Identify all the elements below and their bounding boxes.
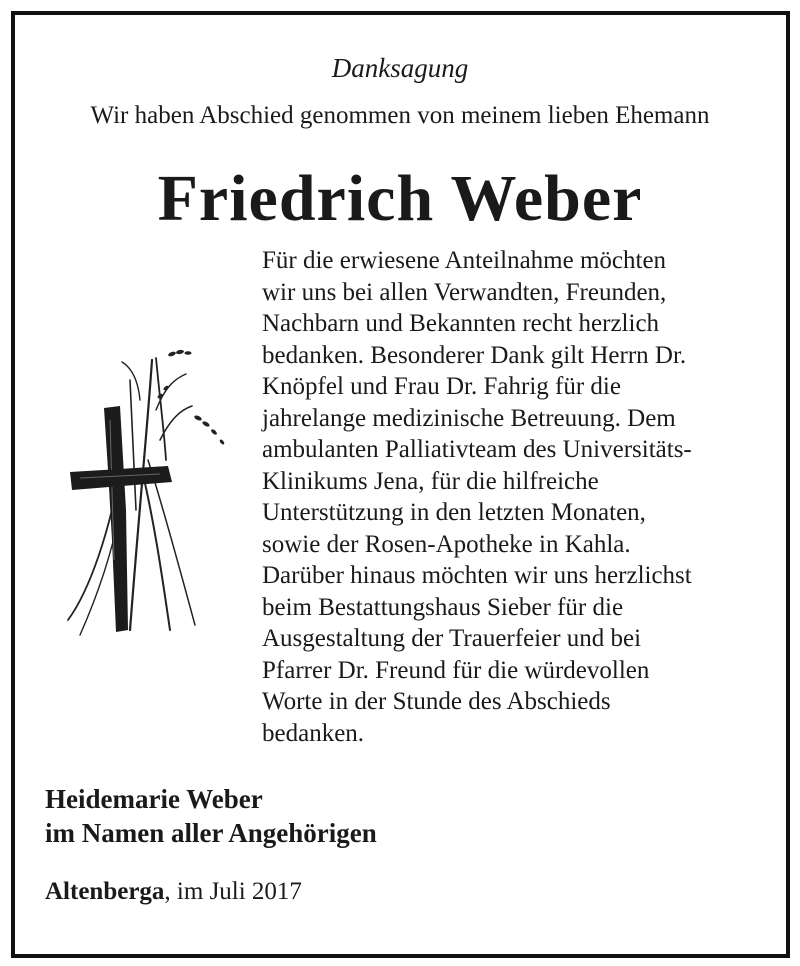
signature-subtitle: im Namen aller Angehörigen [45, 818, 377, 848]
text-line: Knöpfel und Frau Dr. Fahrig für die [262, 373, 621, 400]
text-line: Darüber hinaus möchten wir uns herzlichst [262, 562, 692, 589]
notice-date: , im Juli 2017 [164, 878, 302, 905]
text-line: wir uns bei allen Verwandten, Freunden, [262, 278, 667, 306]
thank-you-text [262, 245, 782, 749]
text-line: Unterstützung in den letzten Monaten, [262, 499, 646, 526]
text-line: Für die erwiesene Anteilnahme möchten [262, 247, 667, 274]
text-line: Pfarrer Dr. Freund für die würdevollen [262, 656, 650, 684]
signature-block [45, 782, 377, 850]
place-name: Altenberga [45, 878, 165, 905]
text-line: Worte in der Stunde des Abschieds [262, 688, 611, 715]
text-line: ambulanten Palliativteam des Universitäts- [262, 436, 692, 463]
text-line: bedanken. Besonderer Dank gilt Herrn Dr. [262, 341, 687, 369]
notice-intro: Wir haben Abschied genommen von meinem lieben Ehemann [90, 102, 710, 129]
notice-heading: Danksagung [331, 53, 469, 83]
text-line: sowie der Rosen-Apotheke in Kahla. [262, 530, 631, 558]
text-line: Klinikums Jena, für die hilfreiche [262, 467, 599, 495]
text-line: bedanken. [262, 719, 365, 747]
place-date [45, 876, 302, 908]
text-line: jahrelange medizinische Betreuung. Dem [262, 404, 676, 432]
text-line: Ausgestaltung der Trauerfeier und bei [262, 625, 642, 652]
cross-with-grass-icon [60, 340, 240, 640]
text-line: beim Bestattungshaus Sieber für die [262, 593, 624, 621]
signature-name: Heidemarie Weber [45, 784, 263, 814]
deceased-name: Friedrich Weber [157, 162, 643, 235]
text-line: Nachbarn und Bekannten recht herzlich [262, 310, 660, 337]
